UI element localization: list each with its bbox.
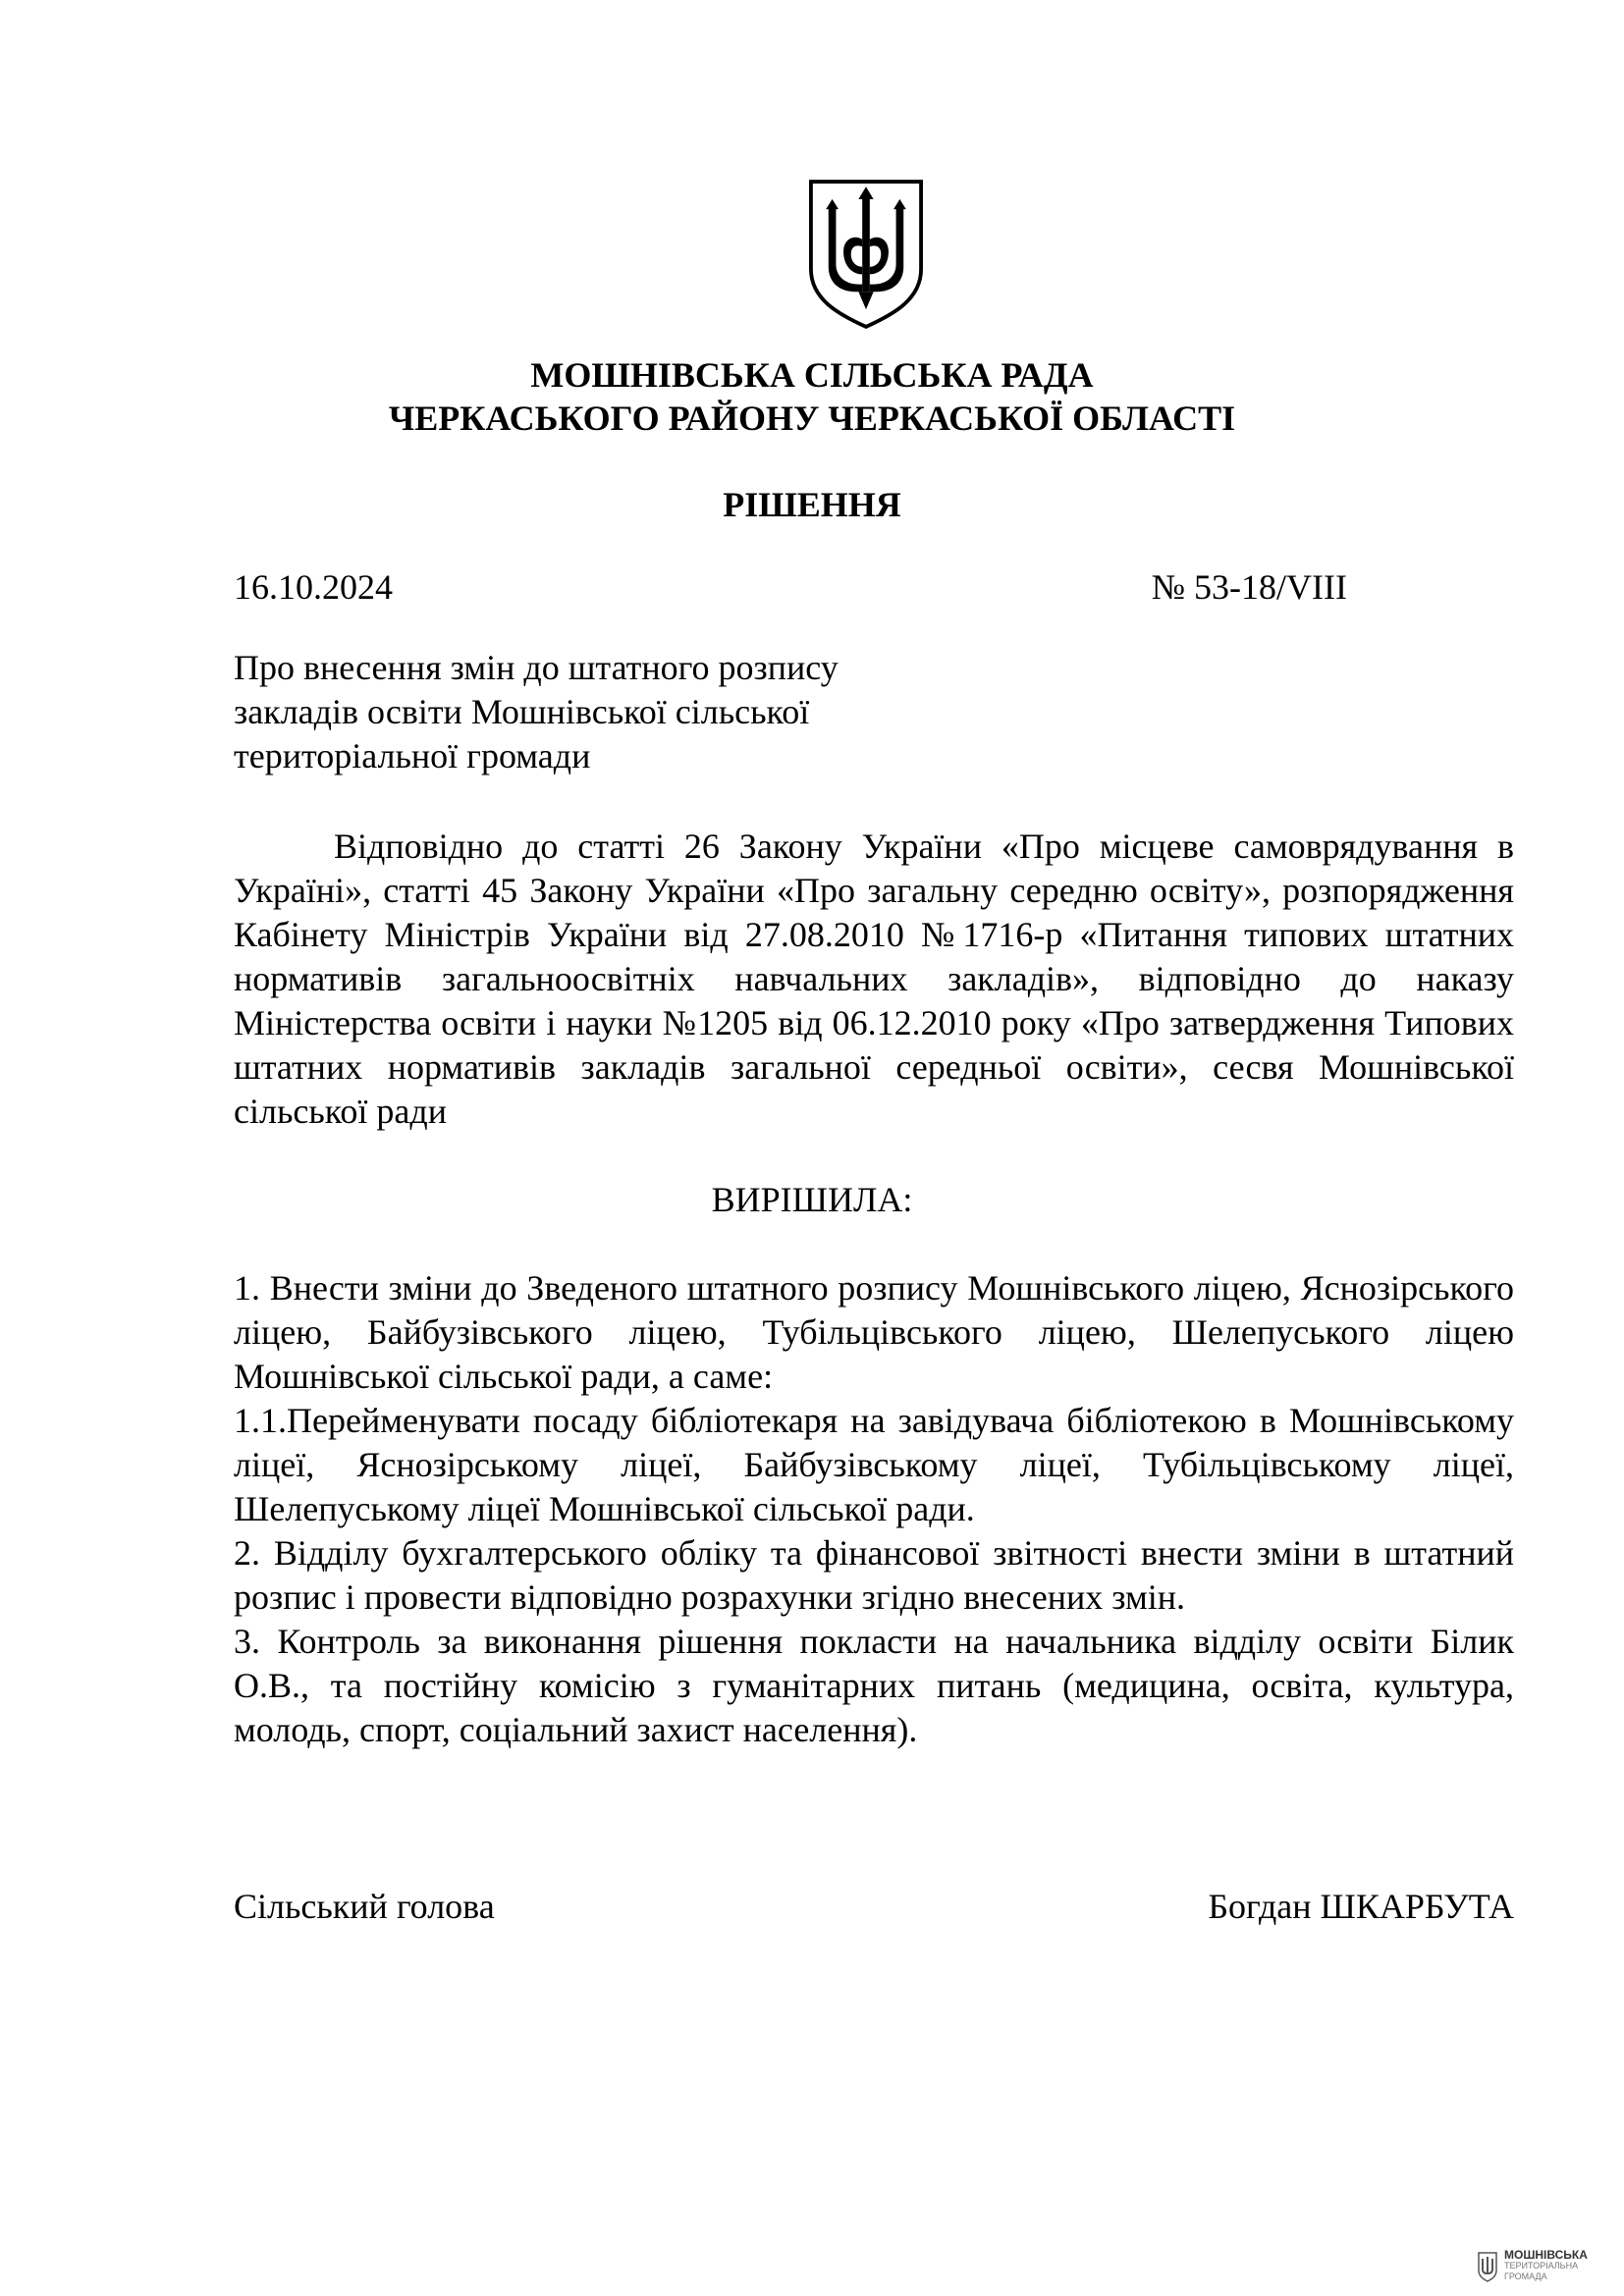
decision-items xyxy=(234,1266,1514,1752)
signatory-title: Сільський голова xyxy=(234,1887,495,1926)
decided-heading: ВИРІШИЛА: xyxy=(711,1180,913,1219)
decision-number: № 53-18/VIII xyxy=(1151,567,1347,607)
decision-item-1: 1. Внести зміни до Зведеного штатного розпису Мошнівського ліцею, Яснозірського ліцею, Байбузівського ліцею, Тубільцівського ліцею, Шелепуського ліцею Мошнівської сільської ради, а саме: xyxy=(234,1268,1514,1396)
signatory-name: Богдан ШКАРБУТА xyxy=(1208,1887,1514,1926)
organization-name: МОШНІВСЬКА СІЛЬСЬКА РАДА xyxy=(530,355,1094,395)
community-logo xyxy=(1477,2250,1588,2282)
trident-coat-of-arms-icon xyxy=(803,177,929,332)
organization-region: ЧЕРКАСЬКОГО РАЙОНУ ЧЕРКАСЬКОЇ ОБЛАСТІ xyxy=(388,399,1236,438)
document-title: РІШЕННЯ xyxy=(723,485,901,524)
subject-line: Про внесення змін до штатного розпису xyxy=(234,648,839,687)
logo-text-line: ТЕРИТОРІАЛЬНА xyxy=(1504,2261,1579,2270)
decision-subject xyxy=(234,646,839,778)
subject-line: територіальної громади xyxy=(234,736,591,775)
decision-item-1-1: 1.1.Перейменувати посаду бібліотекаря на завідувача бібліотекою в Мошнівському ліцеї, Яснозірському ліцеї, Байбузівському ліцеї, Тубільцівському ліцеї, Шелепуському ліцеї Мошнівської сільської ради. xyxy=(234,1401,1514,1528)
preamble-paragraph: Відповідно до статті 26 Закону України «Про місцеве самоврядування в Україні», статті 45 Закону України «Про загальну середню освіту», розпорядження Кабінету Міністрів України від 27.08.2010 №1716-р «Питання типових штатних нормативів загальноосвітніх навчальних закладів», відповідно до наказу Міністерства освіти і науки №1205 від 06.12.2010 року «Про затвердження Типових штатних нормативів закладів загальної середньої освіти», сесвя Мошнівської сільської ради xyxy=(234,827,1514,1131)
decision-item-2: 2. Відділу бухгалтерського обліку та фінансової звітності внести зміни в штатний розпис і провести відповідно розрахунки згідно внесених змін. xyxy=(234,1533,1514,1617)
logo-text-line: МОШНІВСЬКА xyxy=(1504,2248,1588,2262)
community-trident-logo-icon xyxy=(1477,2251,1498,2282)
decision-item-3: 3. Контроль за виконання рішення покласти на начальника відділу освіти Білик О.В., та постійну комісію з гуманітарних питань (медицина, освіта, культура, молодь, спорт, соціальний захист населення). xyxy=(234,1622,1514,1749)
decision-date: 16.10.2024 xyxy=(234,567,393,607)
logo-text-line: ГРОМАДА xyxy=(1504,2271,1547,2281)
subject-line: закладів освіти Мошнівської сільської xyxy=(234,692,810,731)
